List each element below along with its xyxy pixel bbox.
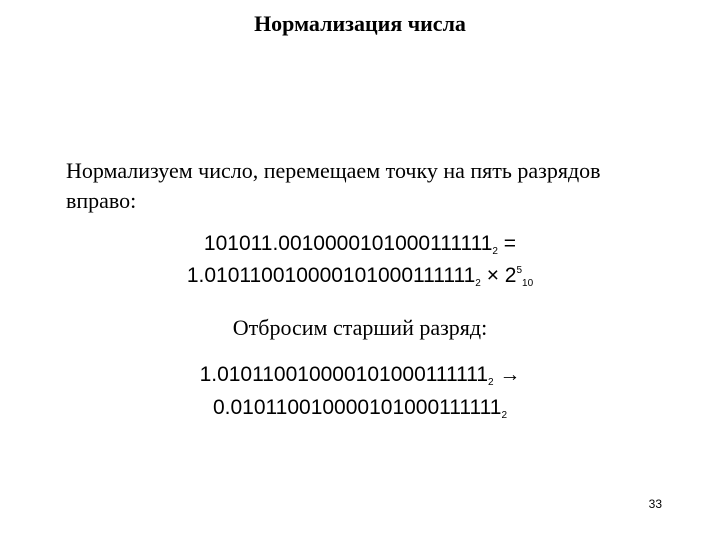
normalized-number: 1.010110010000101000111111: [186, 264, 476, 287]
normalized-number: 1.010110010000101000111111: [199, 363, 489, 386]
exponent-base-subscript: 10: [522, 278, 534, 289]
equation-line-3: [0, 362, 720, 388]
page-title: Нормализация числа: [254, 11, 466, 36]
base-subscript: 2: [475, 278, 481, 289]
equals-sign: =: [497, 232, 517, 255]
base-subscript: 2: [492, 246, 498, 257]
binary-number: 101011.0010000101000111111: [203, 232, 493, 255]
mantissa-number: 0.010110010000101000111111: [212, 396, 502, 419]
equation-line-2: [0, 263, 720, 289]
intro-text: Нормализуем число, перемещаем точку на пять разрядов вправо:: [66, 158, 601, 213]
page-number: 33: [648, 497, 662, 511]
exponent-superscript: 5: [516, 265, 523, 276]
equation-line-1: [0, 231, 720, 257]
discard-label: Отбросим старший разряд:: [232, 315, 488, 340]
base-subscript: 2: [488, 377, 494, 388]
multiply-power: × 2: [480, 264, 517, 287]
equation-line-4: [0, 395, 720, 421]
arrow-right-icon: →: [493, 363, 521, 386]
base-subscript: 2: [501, 410, 508, 421]
